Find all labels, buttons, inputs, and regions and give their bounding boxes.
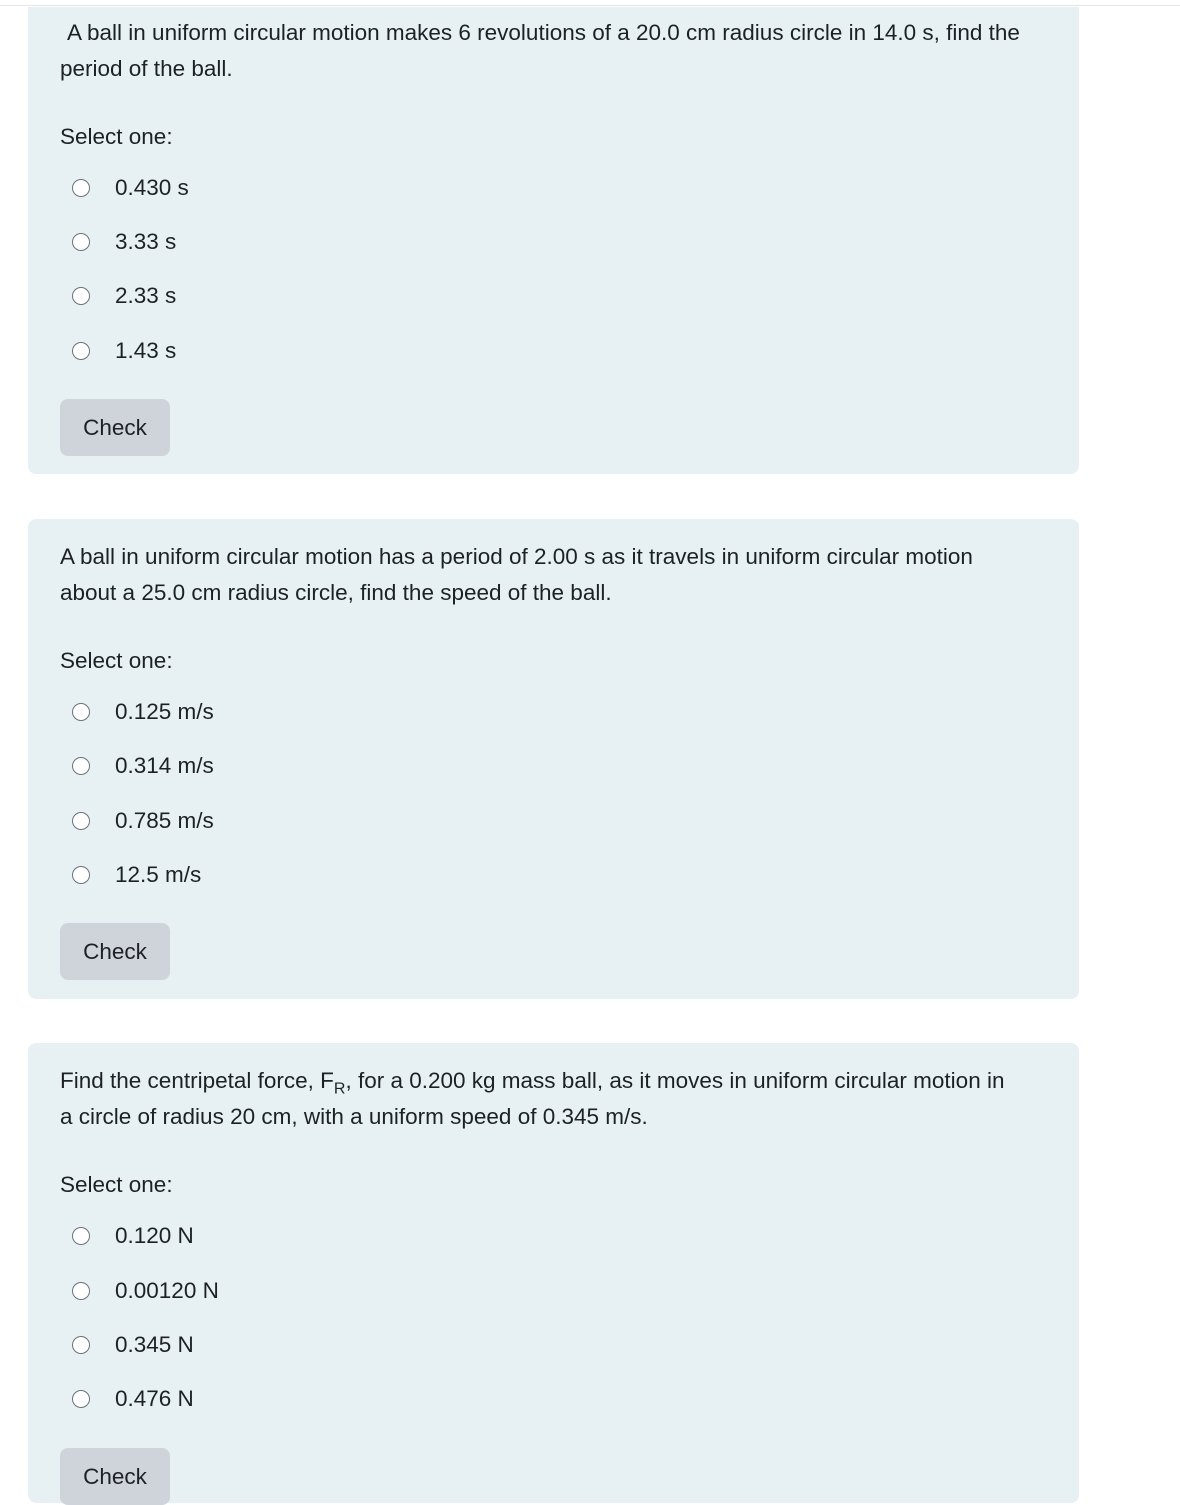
- answer-option-label: 0.125 m/s: [115, 699, 214, 724]
- radio-button[interactable]: [72, 1282, 90, 1300]
- answer-option-label: 0.120 N: [115, 1223, 194, 1248]
- answer-option[interactable]: [72, 697, 214, 727]
- answer-option[interactable]: [72, 1330, 194, 1360]
- answer-option-label: 0.345 N: [115, 1332, 194, 1357]
- answer-option-label: 0.430 s: [115, 175, 189, 200]
- answer-option[interactable]: [72, 1384, 194, 1414]
- answer-option-label: 1.43 s: [115, 338, 177, 363]
- answer-option[interactable]: [72, 281, 176, 311]
- radio-button[interactable]: [72, 342, 90, 360]
- radio-button[interactable]: [72, 179, 90, 197]
- subscript: R: [333, 1080, 346, 1098]
- answer-option[interactable]: [72, 173, 189, 203]
- question-text-part: Find the centripetal force, F: [60, 1068, 334, 1093]
- answer-option[interactable]: [72, 336, 176, 366]
- answer-option-label: 12.5 m/s: [115, 862, 202, 887]
- question-text: [60, 1063, 1020, 1135]
- question-card-1: [28, 7, 1079, 474]
- top-divider: [0, 5, 1180, 6]
- answer-option-label: 2.33 s: [115, 283, 177, 308]
- question-text: A ball in uniform circular motion has a period of 2.00 s as it travels in uniform circular motion about a 25.0 cm radius circle, find the speed of the ball.: [60, 544, 973, 605]
- answer-option[interactable]: [72, 806, 214, 836]
- radio-button[interactable]: [72, 1227, 90, 1245]
- answer-option-label: 0.785 m/s: [115, 808, 214, 833]
- radio-button[interactable]: [72, 1390, 90, 1408]
- check-button[interactable]: Check: [60, 399, 170, 456]
- check-button[interactable]: Check: [60, 923, 170, 980]
- answer-option[interactable]: [72, 227, 176, 257]
- radio-button[interactable]: [72, 757, 90, 775]
- answer-option-label: 0.00120 N: [115, 1278, 219, 1303]
- select-one-prompt: Select one:: [60, 1172, 173, 1197]
- answer-option-label: 3.33 s: [115, 229, 177, 254]
- question-card-3: [28, 1043, 1079, 1503]
- answer-option[interactable]: [72, 1276, 219, 1306]
- question-text: A ball in uniform circular motion makes 6 revolutions of a 20.0 cm radius circle in 14.0 s, find the period of the ball.: [60, 20, 1020, 81]
- radio-button[interactable]: [72, 866, 90, 884]
- radio-button[interactable]: [72, 287, 90, 305]
- select-one-prompt: Select one:: [60, 124, 173, 149]
- radio-button[interactable]: [72, 233, 90, 251]
- select-one-prompt: Select one:: [60, 648, 173, 673]
- answer-option-label: 0.314 m/s: [115, 753, 214, 778]
- answer-option[interactable]: [72, 1221, 194, 1251]
- question-card-2: [28, 519, 1079, 999]
- answer-option-label: 0.476 N: [115, 1386, 194, 1411]
- radio-button[interactable]: [72, 812, 90, 830]
- answer-option[interactable]: [72, 751, 214, 781]
- radio-button[interactable]: [72, 1336, 90, 1354]
- radio-button[interactable]: [72, 703, 90, 721]
- check-button[interactable]: Check: [60, 1448, 170, 1505]
- question-text-part: , for a 0.200 kg mass ball, as it moves in uniform circular motion in a circle of radius 20 cm, with a uniform speed of 0.345 m/s.: [60, 1068, 1005, 1129]
- answer-option[interactable]: [72, 860, 201, 890]
